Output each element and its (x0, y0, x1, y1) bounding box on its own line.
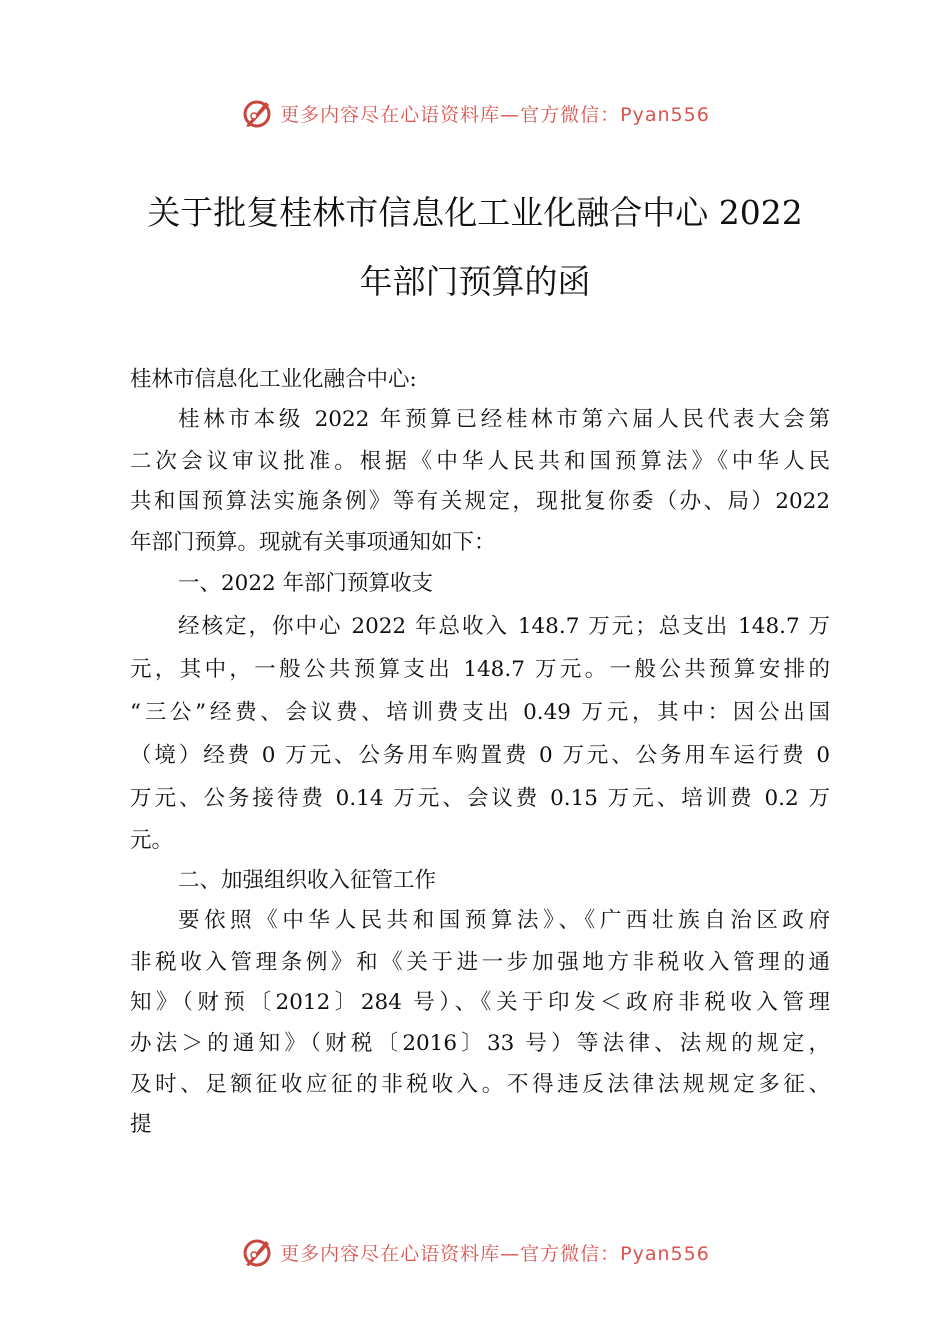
body-line: 要依照《中华人民共和国预算法》、《广西壮族自治区政府 (178, 908, 830, 933)
body-line: 二次会议审议批准。根据《中华人民共和国预算法》《中华人民 (130, 449, 830, 474)
body-line: 元。 (130, 828, 174, 853)
body-line: 办法＞的通知》（财税〔2016〕33 号）等法律、法规的规定， (130, 1031, 830, 1056)
body-line: 知》（财预〔2012〕284 号）、《关于印发＜政府非税收入管理 (130, 990, 830, 1015)
banner-text: 更多内容尽在心语资料库—官方微信：Pyan556 (280, 1242, 710, 1265)
body-line: 非税收入管理条例》和《关于进一步加强地方非税收入管理的通 (130, 950, 830, 975)
body-line: 提 (130, 1112, 152, 1137)
body-line: 元，其中，一般公共预算支出 148.7 万元。一般公共预算安排的 (130, 657, 830, 682)
header-banner (0, 93, 950, 133)
section-heading: 二、加强组织收入征管工作 (178, 868, 437, 893)
body-line: 桂林市本级 2022 年预算已经桂林市第六届人民代表大会第 (178, 407, 830, 432)
body-line: （境）经费 0 万元、公务用车购置费 0 万元、公务用车运行费 0 (130, 743, 830, 768)
body-line: 及时、足额征收应征的非税收入。不得违反法律法规规定多征、 (130, 1072, 830, 1097)
document-title-line-1: 关于批复桂林市信息化工业化融合中心 2022 (147, 193, 803, 232)
quill-circle-logo-icon (240, 1235, 274, 1269)
body-line: 经核定，你中心 2022 年总收入 148.7 万元；总支出 148.7 万 (178, 614, 830, 639)
banner-text: 更多内容尽在心语资料库—官方微信：Pyan556 (280, 103, 710, 126)
document-title-line-2: 年部门预算的函 (359, 262, 591, 301)
body-line: 年部门预算。现就有关事项通知如下： (130, 530, 496, 555)
body-line: “三公”经费、会议费、培训费支出 0.49 万元，其中：因公出国 (130, 700, 830, 725)
section-heading: 一、2022 年部门预算收支 (178, 571, 434, 596)
quill-circle-logo-icon (240, 96, 274, 130)
body-line: 万元、公务接待费 0.14 万元、会议费 0.15 万元、培训费 0.2 万 (130, 786, 830, 811)
footer-banner (0, 1232, 950, 1272)
body-line: 共和国预算法实施条例》等有关规定，现批复你委（办、局）2022 (130, 489, 830, 514)
body-line: 桂林市信息化工业化融合中心: (130, 367, 417, 392)
